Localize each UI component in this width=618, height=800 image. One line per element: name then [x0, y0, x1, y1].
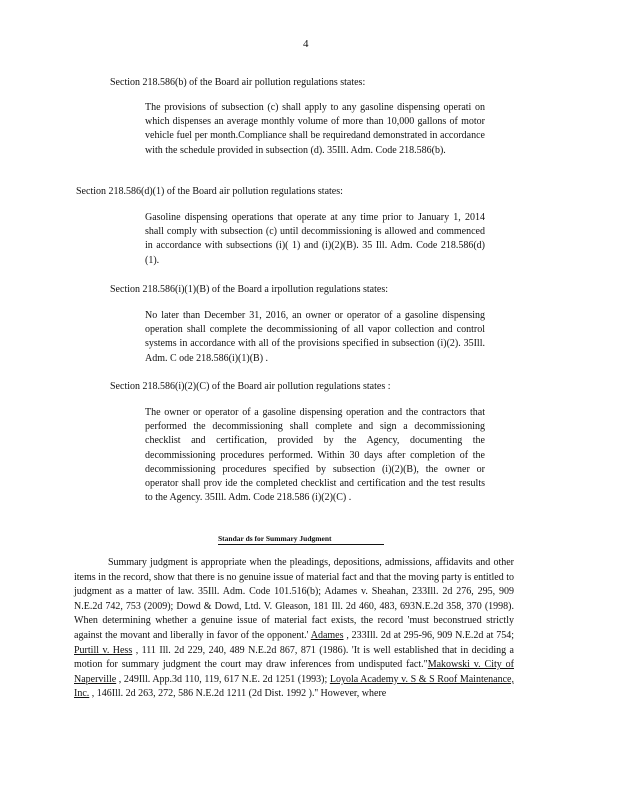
- paragraph-text: , 181 Ill. 2d 460, 483, 693N.E.2d 358, 370 (1998). When determining whether a genuine issue of material fact exists, the record 'must beconstrued strictly against the movant and liberally in favor of the opponent.': [74, 600, 514, 641]
- section-quote: Gasoline dispensing operations that operate at any time prior to January 1, 2014 shall comply with subsection (c) until decommissioning is allowed and commenced in accordance with subsections (i)( 1) and (i)(2)(B). 35 Ill. Adm. Code 218.586(d)(1).: [145, 212, 485, 266]
- case-citation: Loyola Academy v. S & S Roof Maintenance, Inc.: [74, 673, 514, 700]
- paragraph-text: , 233Ill. 2d 276, 295, 909 N.E.2d 742, 753 (2009);: [74, 586, 515, 612]
- section-heading: Section 218.586(b) of the Board air pollution regulations states:: [110, 77, 366, 88]
- paragraph-text: Summary judgment is appropriate when the pleadings, depositions, admissions, affidavits and other items in the record, show that there is no genuine issue of material fact and that the moving party is entitled to judgment as a matter of law. 35Ill. Adm. Code 101.516(b);: [74, 557, 514, 598]
- section-heading: Section 218.586(i)(2)(C) of the Board air pollution regulations states :: [110, 381, 391, 392]
- case-citation: Dowd & Dowd, Ltd. V. Gleason: [176, 600, 308, 612]
- case-citation: Adames v. Sheahan: [324, 586, 406, 598]
- case-citation: Purtill v. Hess: [74, 644, 133, 656]
- section-quote: The owner or operator of a gasoline dispensing operation and the contractors that performed the decommissioning shall complete and sign a decommissioning checklist and certification, provided by the Agency, documenting the decommissioning procedures performed. Within 30 days after completion of the decommissioning procedures specified by subsection (i)(2)(B), the owner or operator shall prov ide the completed checklist and certification and the test results to the Agency. 35Ill. Adm. Code 218.586 (i)(2)(C) .: [145, 407, 485, 504]
- paragraph-text: , 249Ill. App.3d 110, 119, 617 N.E. 2d 1251 (1993);: [116, 673, 330, 685]
- case-citation: Adames: [310, 629, 344, 641]
- section-quote: No later than December 31, 2016, an owner or operator of a gasoline dispensing operation shall complete the decommissioning of all vapor collection and control systems in accordance with all of the provisions specified in subsection (i)(2). 35Ill. Adm. C ode 218.586(i)(1)(B) .: [145, 310, 485, 364]
- section-quote: The provisions of subsection (c) shall apply to any gasoline dispensing operati on which dispenses an average monthly volume of more than 10,000 gallons of motor vehicle fuel per month.Compliance shall be requiredand demonstrated in accordance with the schedule provided in subsection (d). 35Ill. Adm. Code 218.586(b).: [145, 102, 485, 156]
- page-number: 4: [303, 38, 309, 50]
- paragraph-text: , 146Ill. 2d 263, 272, 586 N.E.2d 1211 (2d Dist. 1992 ).'' However, where: [89, 688, 387, 700]
- standards-heading: Standar ds for Summary Judgment: [218, 534, 384, 545]
- case-citation: Makowski v. City of Naperville: [74, 659, 514, 685]
- paragraph-text: , 111 Ill. 2d 229, 240, 489 N.E.2d 867, 871 (1986). 'It is well established that in deciding a motion for summary judgment the court may draw inferences from undisputed fact.": [74, 644, 514, 671]
- paragraph-text: , 233Ill. 2d at 295-96, 909 N.E.2d at 754;: [343, 629, 515, 641]
- section-heading: Section 218.586(i)(1)(B) of the Board a irpollution regulations states:: [110, 284, 388, 295]
- section-heading: Section 218.586(d)(1) of the Board air pollution regulations states:: [76, 186, 343, 197]
- summary-judgment-paragraph: [74, 556, 514, 702]
